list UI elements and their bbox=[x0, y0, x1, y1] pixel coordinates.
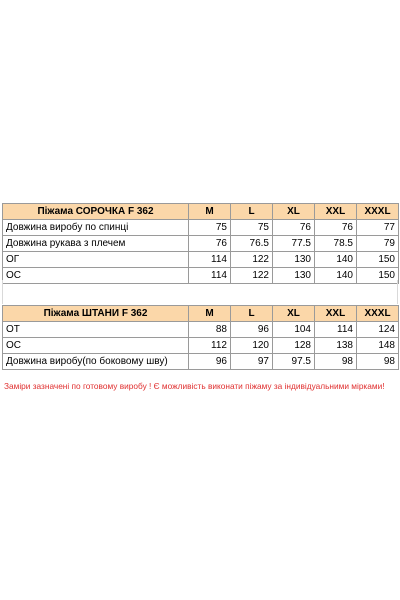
row-label: ОС bbox=[3, 268, 189, 284]
shirt-table-title: Піжама СОРОЧКА F 362 bbox=[3, 204, 189, 220]
cell-value: 120 bbox=[231, 338, 273, 354]
row-label: ОС bbox=[3, 338, 189, 354]
size-header-l: L bbox=[231, 306, 273, 322]
cell-value: 76.5 bbox=[231, 236, 273, 252]
row-label: ОГ bbox=[3, 252, 189, 268]
cell-value: 128 bbox=[273, 338, 315, 354]
cell-value: 75 bbox=[189, 220, 231, 236]
size-header-xxxl: XXXL bbox=[357, 204, 399, 220]
cell-value: 75 bbox=[231, 220, 273, 236]
pants-table-title: Піжама ШТАНИ F 362 bbox=[3, 306, 189, 322]
cell-value: 77.5 bbox=[273, 236, 315, 252]
table-row bbox=[3, 322, 399, 338]
row-label: ОТ bbox=[3, 322, 189, 338]
shirt-size-table bbox=[2, 203, 399, 284]
table-row bbox=[3, 338, 399, 354]
row-label: Довжина рукава з плечем bbox=[3, 236, 189, 252]
cell-value: 104 bbox=[273, 322, 315, 338]
cell-value: 76 bbox=[273, 220, 315, 236]
cell-value: 130 bbox=[273, 252, 315, 268]
cell-value: 76 bbox=[315, 220, 357, 236]
size-header-xl: XL bbox=[273, 204, 315, 220]
cell-value: 138 bbox=[315, 338, 357, 354]
cell-value: 140 bbox=[315, 252, 357, 268]
cell-value: 76 bbox=[189, 236, 231, 252]
pants-header-row bbox=[3, 306, 399, 322]
cell-value: 114 bbox=[315, 322, 357, 338]
table-row bbox=[3, 220, 399, 236]
cell-value: 112 bbox=[189, 338, 231, 354]
size-header-xl: XL bbox=[273, 306, 315, 322]
row-label: Довжина виробу по спинці bbox=[3, 220, 189, 236]
cell-value: 98 bbox=[357, 354, 399, 370]
pants-size-table bbox=[2, 305, 399, 370]
table-row bbox=[3, 354, 399, 370]
cell-value: 124 bbox=[357, 322, 399, 338]
cell-value: 97 bbox=[231, 354, 273, 370]
table-row bbox=[3, 252, 399, 268]
table-row bbox=[3, 236, 399, 252]
cell-value: 122 bbox=[231, 268, 273, 284]
cell-value: 98 bbox=[315, 354, 357, 370]
cell-value: 150 bbox=[357, 268, 399, 284]
cell-value: 96 bbox=[231, 322, 273, 338]
measurement-note: Заміри зазначені по готовому виробу ! Є можливість виконати піжаму за індивідуальними мірками! bbox=[4, 381, 385, 391]
cell-value: 96 bbox=[189, 354, 231, 370]
shirt-header-row bbox=[3, 204, 399, 220]
size-header-m: M bbox=[189, 204, 231, 220]
table-spacer bbox=[2, 280, 398, 304]
cell-value: 122 bbox=[231, 252, 273, 268]
cell-value: 140 bbox=[315, 268, 357, 284]
size-header-xxl: XXL bbox=[315, 306, 357, 322]
cell-value: 78.5 bbox=[315, 236, 357, 252]
size-header-xxl: XXL bbox=[315, 204, 357, 220]
cell-value: 77 bbox=[357, 220, 399, 236]
size-header-xxxl: XXXL bbox=[357, 306, 399, 322]
cell-value: 114 bbox=[189, 268, 231, 284]
cell-value: 114 bbox=[189, 252, 231, 268]
row-label: Довжина виробу(по боковому шву) bbox=[3, 354, 189, 370]
cell-value: 148 bbox=[357, 338, 399, 354]
cell-value: 97.5 bbox=[273, 354, 315, 370]
cell-value: 150 bbox=[357, 252, 399, 268]
cell-value: 88 bbox=[189, 322, 231, 338]
cell-value: 79 bbox=[357, 236, 399, 252]
size-header-m: M bbox=[189, 306, 231, 322]
cell-value: 130 bbox=[273, 268, 315, 284]
size-header-l: L bbox=[231, 204, 273, 220]
